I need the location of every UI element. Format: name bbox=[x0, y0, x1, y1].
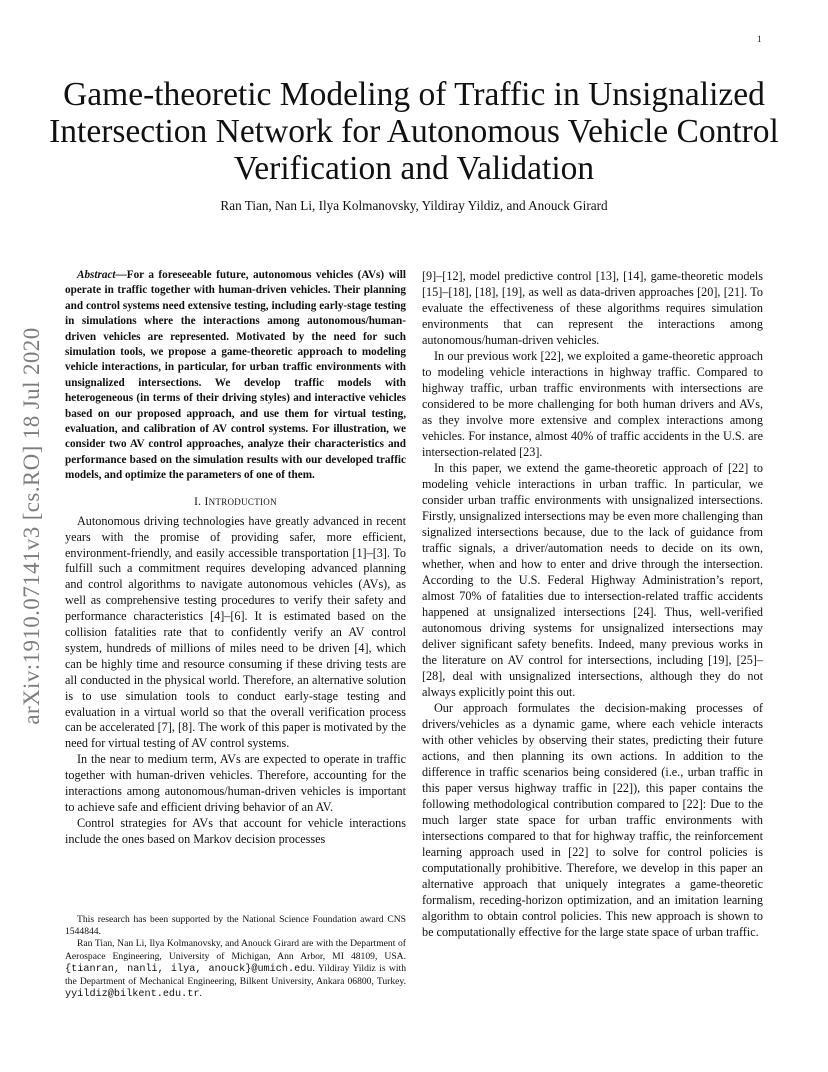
section-title-cap: I bbox=[204, 495, 209, 508]
footnotes bbox=[65, 914, 406, 1001]
umich-email: {tianran, nanli, ilya, anouck}@umich.edu bbox=[65, 963, 313, 975]
affiliation-text-2: . Yildiray Yildiz is with the Department of Mechanical Engineering, Bilkent University, Ankara 06800, Turkey. bbox=[65, 962, 406, 988]
body-paragraph: In our previous work [22], we exploited a game-theoretic approach to modeling vehicle interactions in highway traffic. Compared to highway traffic, urban traffic environments with intersections are considered to be more challenging for both human drivers and AVs, as they involve more extensive and complex interactions among vehicles. For instance, almost 40% of traffic accidents in the U.S. are intersection-related [23]. bbox=[422, 349, 763, 459]
right-column bbox=[422, 268, 763, 940]
paper-title: Game-theoretic Modeling of Traffic in Unsignalized Intersection Network for Autonomous Vehicle Control Verification and Validation bbox=[49, 76, 779, 187]
body-paragraph: In this paper, we extend the game-theoretic approach of [22] to modeling vehicle interactions in urban traffic. In particular, we consider urban traffic environments with unsignalized intersections. Firstly, unsignalized intersections may be even more challenging than signalized intersections because, due to the lack of guidance from traffic signals, a driver/automation needs to decide on its own, whether, when and how to enter and drive through the intersection. According to the U.S. Federal Highway Administration’s report, almost 70% of fatalities due to intersection-related traffic accidents happened at unsignalized intersections [24]. Thus, well-verified autonomous driving systems for unsignalized intersections may deliver significant safety benefits. Indeed, many previous works in the literature on AV control for intersections, including [19], [25]–[28], deal with unsignalized intersections, although they do not always explicitly point this out. bbox=[422, 461, 763, 699]
section-heading-introduction bbox=[65, 496, 406, 508]
body-paragraph: [9]–[12], model predictive control [13], [14], game-theoretic models [15]–[18], [18], [19], as well as data-driven approaches [20], [21]. To evaluate the effectiveness of these algorithms requires simulation environments that can represent the interactions among autonomous/human-driven vehicles. bbox=[422, 269, 763, 347]
bilkent-email: yyildiz@bilkent.edu.tr bbox=[65, 989, 200, 1001]
intro-paragraph: In the near to medium term, AVs are expected to operate in traffic together with human-driven vehicles. Therefore, accounting for the interactions among autonomous/human-driven vehicles is important to achieve safe and efficient driving behavior of an AV. bbox=[65, 752, 406, 814]
affiliation-text: Ran Tian, Nan Li, Ilya Kolmanovsky, and Anouck Girard are with the Department of Aerospace Engineering, University of Michigan, Ann Arbor, MI 48109, USA. bbox=[65, 938, 406, 962]
intro-paragraph: Autonomous driving technologies have greatly advanced in recent years with the promise of providing safer, more efficient, environment-friendly, and easily accessible transportation [1]–[3]. To fulfill such a commitment requires developing advanced planning and control algorithms to navigate autonomous vehicles (AVs), as well as comprehensive testing procedures to verify their safety and performance characteristics [4]–[6]. It is estimated based on the collision fatalities rate that to confidently verify an AV control system, hundreds of millions of miles need to be driven [4], which can be highly time and resource consuming if these driving tests are all conducted in the physical world. Therefore, an alternative solution is to use simulation tools to conduct early-stage testing and evaluation in a virtual world so that the overall verification process can be accelerated [7], [8]. The work of this paper is motivated by the need for virtual testing of AV control systems. bbox=[65, 513, 406, 751]
arxiv-sidebar-stamp bbox=[14, 292, 50, 760]
body-paragraph: Our approach formulates the decision-making processes of drivers/vehicles as a dynamic game, where each vehicle interacts with other vehicles by observing their states, predicting their future actions, and then planning its own actions. In addition to the difference in traffic scenarios being considered (i.e., urban traffic in this paper versus highway traffic in [22]), this paper contains the following methodological contribution compared to [22]: Due to the much larger state space for urban traffic environments with intersections compared to that for highway traffic, the reinforcement learning approach used in [22] to solve for control policies is computationally prohibitive. Therefore, we develop in this paper an alternative approach that uniquely integrates a game-theoretic formalism, receding-horizon optimization, and an imitation learning algorithm to obtain control policies. This new approach is shown to be computationally effective for the large state space of urban traffic. bbox=[422, 701, 763, 939]
left-column bbox=[65, 268, 406, 848]
funding-footnote: This research has been supported by the National Science Foundation award CNS 1544844. bbox=[65, 914, 406, 938]
abstract bbox=[65, 268, 406, 484]
affiliation-end: . bbox=[199, 988, 202, 1000]
abstract-label: Abstract bbox=[77, 269, 116, 281]
affiliation-footnote bbox=[65, 938, 406, 1001]
arxiv-identifier: arXiv:1910.07141v3 [cs.RO] 18 Jul 2020 bbox=[19, 327, 44, 725]
page-number: 1 bbox=[757, 34, 762, 44]
section-title-rest: NTRODUCTION bbox=[208, 496, 277, 507]
intro-paragraph: Control strategies for AVs that account for vehicle interactions include the ones based on Markov decision processes bbox=[65, 815, 406, 846]
author-list: Ran Tian, Nan Li, Ilya Kolmanovsky, Yildiray Yildiz, and Anouck Girard bbox=[220, 198, 608, 213]
abstract-text: —For a foreseeable future, autonomous vehicles (AVs) will operate in traffic together with human-driven vehicles. Their planning and control systems need extensive testing, including early-stage testing in simulations where the interactions among autonomous/human-driven vehicles are represented. Motivated by the need for such simulation tools, we propose a game-theoretic approach to modeling vehicle interactions, in particular, for urban traffic environments with unsignalized intersections. We develop traffic models with heterogeneous (in terms of their driving styles) and interactive vehicles based on our proposed approach, and use them for virtual testing, evaluation, and calibration of AV control systems. For illustration, we consider two AV control approaches, analyze their characteristics and performance based on the simulation results with our developed traffic models, and optimize the parameters of one of them. bbox=[65, 269, 406, 482]
section-number: I. bbox=[194, 495, 202, 508]
